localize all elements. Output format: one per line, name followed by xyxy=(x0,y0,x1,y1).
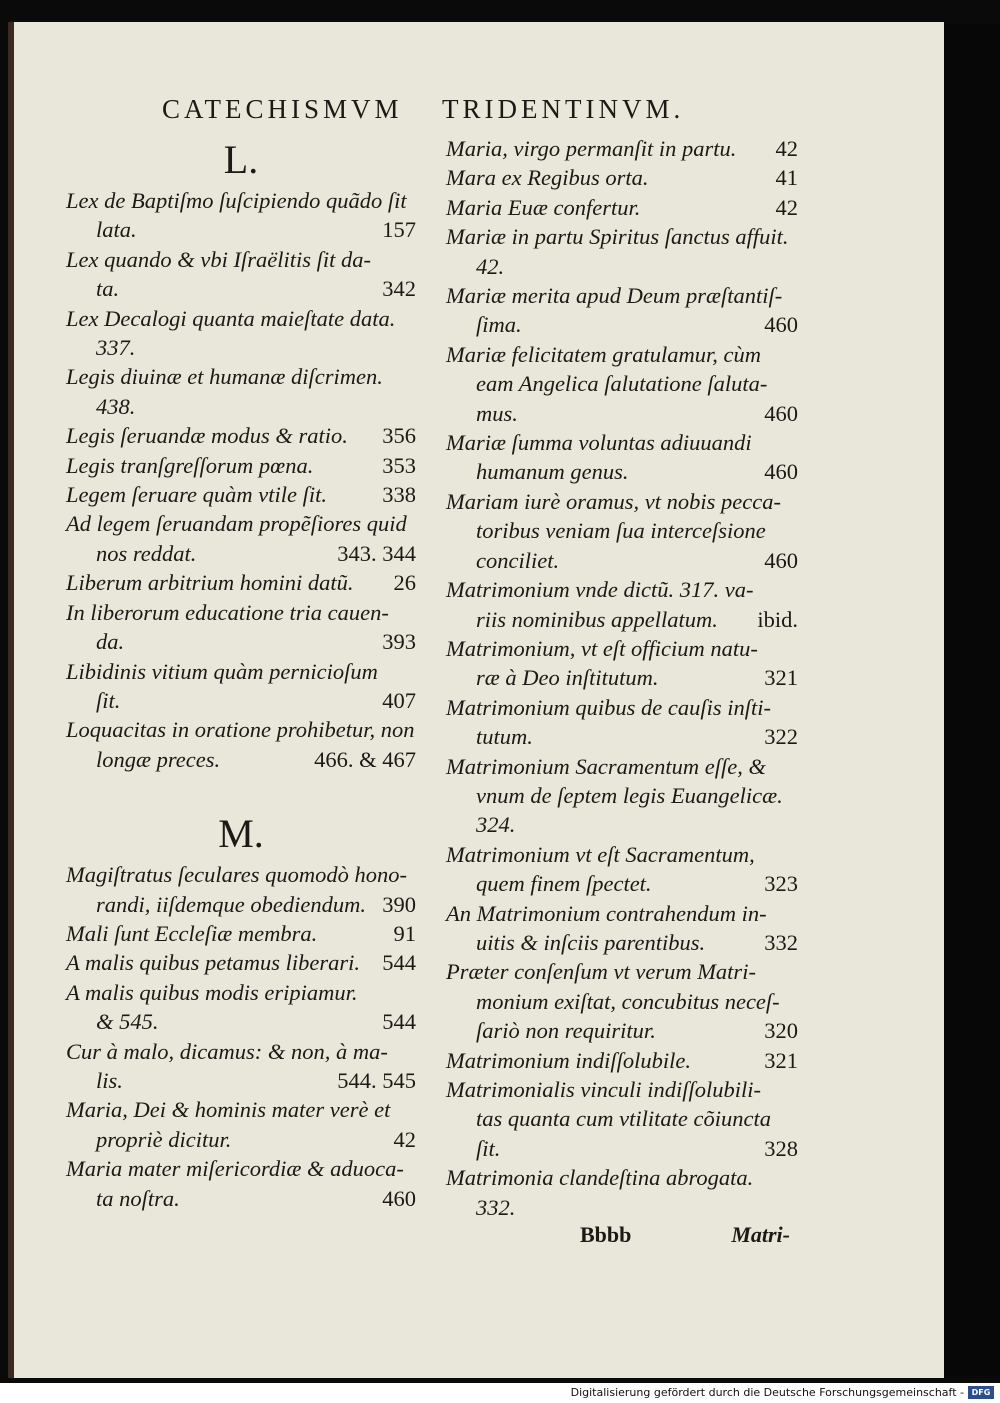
index-entry-text: 324. xyxy=(476,812,516,838)
index-entry xyxy=(446,575,798,634)
index-entry-text: tas quanta cum vtilitate cõiuncta xyxy=(476,1106,771,1132)
index-entry-text: Matrimonialis vinculi indiſſolubili- xyxy=(446,1077,761,1102)
index-entry-text: Mariam iurè oramus, vt nobis pecca- xyxy=(446,488,781,514)
index-entry-text: Maria, Dei & hominis mater verè et xyxy=(66,1097,391,1123)
index-entry-line xyxy=(66,451,416,480)
index-entry xyxy=(446,222,798,281)
index-entry-line xyxy=(446,163,798,192)
index-entry xyxy=(446,1046,798,1075)
index-entry-text: da. xyxy=(96,629,125,655)
page-reference: 332 xyxy=(764,929,798,955)
dfg-logo: DFG xyxy=(968,1386,994,1399)
index-entry-text: quem finem ſpectet. xyxy=(476,871,652,897)
index-entry-line xyxy=(446,840,798,869)
index-entry-text: ſima. xyxy=(476,312,522,338)
index-entry-line xyxy=(446,1104,798,1133)
index-entry-line xyxy=(446,281,798,310)
index-entry-line xyxy=(446,869,798,898)
index-entry-line xyxy=(66,480,416,509)
index-entry-line xyxy=(66,186,416,215)
index-entry-line xyxy=(66,890,416,919)
index-entry-text: toribus veniam ſua interceſsione xyxy=(476,518,766,544)
index-entry-line xyxy=(446,1134,798,1163)
index-entry-line xyxy=(66,686,416,715)
index-entry-line xyxy=(446,340,798,369)
index-entry-line xyxy=(446,134,798,163)
index-entry-line xyxy=(66,509,416,538)
index-entry xyxy=(446,134,798,163)
index-entry-line xyxy=(66,1184,416,1213)
index-entry-line xyxy=(446,399,798,428)
index-entry-text: Maria, virgo permanſit in partu. xyxy=(446,136,737,161)
catchline xyxy=(454,1222,794,1254)
index-entry xyxy=(446,193,798,222)
index-entry-text: Matrimonium, vt eſt officium natu- xyxy=(446,635,758,661)
index-entry-line xyxy=(446,693,798,722)
index-entry-text: ſit. xyxy=(476,1135,501,1161)
page-reference: 42 xyxy=(775,136,798,161)
section-letter-heading: L. xyxy=(223,137,259,182)
index-entry xyxy=(446,957,798,1045)
index-entry xyxy=(66,451,416,480)
index-entry xyxy=(446,340,798,428)
index-entry-line xyxy=(446,310,798,339)
index-entry-line xyxy=(66,627,416,656)
index-entry-line xyxy=(66,948,416,977)
index-entry-text: Ad legem ſeruandam propẽſiores quid xyxy=(66,511,407,537)
index-entry-line xyxy=(446,1075,798,1104)
index-entry xyxy=(66,421,416,450)
index-entry-text: Mariæ ſumma voluntas adiuuandi xyxy=(446,430,752,456)
index-entry-text: Matrimonium Sacramentum eſſe, & xyxy=(446,753,766,779)
page-reference: 460 xyxy=(764,459,798,485)
page-reference: 323 xyxy=(764,871,798,897)
index-entry-line xyxy=(446,1016,798,1045)
page-reference: 407 xyxy=(382,687,416,713)
page-reference: 460 xyxy=(764,312,798,338)
index-entry-text: riis nominibus appellatum. xyxy=(476,606,718,632)
page-reference: 321 xyxy=(764,1047,798,1073)
index-entry-text: Matrimonia clandeſtina abrogata. xyxy=(446,1165,754,1191)
signature-mark: Bbbb xyxy=(580,1222,632,1247)
index-entry-text: ſariò non requiritur. xyxy=(476,1018,656,1044)
page-reference: 42 xyxy=(775,194,798,220)
index-entry-line xyxy=(66,1066,416,1095)
index-entry xyxy=(446,487,798,575)
index-entry-text: Loquacitas in oratione prohibetur, non xyxy=(66,717,415,743)
index-entry-line xyxy=(66,274,416,303)
index-entry-line xyxy=(446,1193,798,1222)
index-entry-text: lis. xyxy=(96,1067,123,1093)
index-entry-line xyxy=(66,978,416,1007)
index-entry-line xyxy=(66,1125,416,1154)
index-entry-line xyxy=(446,634,798,663)
page-reference: 544 xyxy=(382,950,416,976)
index-entry xyxy=(66,304,416,363)
catchword: Matri- xyxy=(731,1222,790,1247)
page-reference: 321 xyxy=(764,665,798,691)
index-entry-line xyxy=(66,1154,416,1183)
index-entry-text: An Matrimonium contrahendum in- xyxy=(446,900,767,926)
page-reference: 353 xyxy=(382,452,416,478)
index-entry-line xyxy=(446,781,798,810)
index-entry-text: Matrimonium vt eſt Sacramentum, xyxy=(446,841,755,867)
page-reference: 91 xyxy=(393,920,416,946)
index-entry-text: nos reddat. xyxy=(96,540,197,566)
index-entry-text: Matrimonium quibus de cauſis inſti- xyxy=(446,694,771,720)
index-entry-text: randi, iiſdemque obediendum. xyxy=(96,891,366,917)
index-entry-line xyxy=(66,362,416,391)
index-entry-line xyxy=(66,745,416,774)
index-entry-text: tutum. xyxy=(476,724,533,750)
index-entry-text: Lex Decalogi quanta maieſtate data. xyxy=(66,305,396,331)
index-entry-text: 332. xyxy=(476,1194,516,1220)
index-entry-text: Legis diuinæ et humanæ diſcrimen. xyxy=(66,364,383,390)
index-entry-line xyxy=(446,663,798,692)
index-entry-text: Mariæ merita apud Deum præſtantiſ- xyxy=(446,283,783,309)
page-reference: 328 xyxy=(764,1135,798,1161)
index-entry xyxy=(66,362,416,421)
index-entry-line xyxy=(446,369,798,398)
page-reference: ibid. xyxy=(757,606,798,632)
index-entry-line xyxy=(66,860,416,889)
index-entry-line xyxy=(66,657,416,686)
index-entry xyxy=(66,978,416,1037)
index-entry-text: 438. xyxy=(96,393,136,419)
index-entry-line xyxy=(66,421,416,450)
index-entry-text: Maria mater miſericordiæ & aduoca- xyxy=(66,1156,404,1182)
index-entry-text: Magiſtratus ſeculares quomodò hono- xyxy=(66,862,408,888)
page-reference: 342 xyxy=(382,276,416,302)
index-entry xyxy=(66,657,416,716)
index-entry xyxy=(66,480,416,509)
index-entry-line xyxy=(446,810,798,839)
index-entry-line xyxy=(446,957,798,986)
index-entry xyxy=(66,598,416,657)
index-entry-line xyxy=(66,1095,416,1124)
index-entry-text: A malis quibus modis eripiamur. xyxy=(66,979,358,1005)
index-entry-text: In liberorum educatione tria cauen- xyxy=(66,599,389,625)
running-head-right: TRIDENTINVM. xyxy=(442,94,685,124)
index-entry-line xyxy=(446,222,798,251)
index-entry-text: uitis & inſciis parentibus. xyxy=(476,929,706,955)
index-entry-text: & 545. xyxy=(96,1009,159,1035)
index-entry xyxy=(446,1075,798,1163)
index-entry-text: longæ preces. xyxy=(96,746,221,772)
index-entry-text: Legis tranſgreſſorum pœna. xyxy=(66,452,314,478)
index-column-left xyxy=(66,134,416,1213)
index-entry-line xyxy=(446,575,798,604)
index-entry-line xyxy=(446,987,798,1016)
index-entry xyxy=(446,163,798,192)
index-entry-text: Cur à malo, dicamus: & non, à ma- xyxy=(66,1038,388,1064)
page-reference: 544 xyxy=(382,1009,416,1035)
index-entry-text: Mariæ felicitatem gratulamur, cùm xyxy=(446,341,761,367)
index-entry xyxy=(66,860,416,919)
index-entry-text: Maria Euæ confertur. xyxy=(446,194,641,220)
footer-credit: Digitalisierung gefördert durch die Deutsche Forschungsgemeinschaft - xyxy=(570,1386,964,1399)
index-entry-text: Legem ſeruare quàm vtile ſit. xyxy=(66,482,327,508)
index-entry-text: Præter conſenſum vt verum Matri- xyxy=(446,959,756,985)
index-entry-line xyxy=(66,304,416,333)
index-entry xyxy=(66,948,416,977)
index-entry-line xyxy=(446,457,798,486)
index-entry-text: humanum genus. xyxy=(476,459,629,485)
page-reference: 338 xyxy=(382,482,416,508)
index-entry xyxy=(66,186,416,245)
index-entry-line xyxy=(446,722,798,751)
index-entry xyxy=(446,899,798,958)
index-entry-line xyxy=(66,245,416,274)
index-entry xyxy=(66,1154,416,1213)
index-entry-text: Mariæ in partu Spiritus ſanctus affuit. xyxy=(446,224,789,250)
index-entry-text: propriè dicitur. xyxy=(96,1126,232,1152)
index-entry xyxy=(66,919,416,948)
index-entry-line xyxy=(66,1007,416,1036)
index-entry-text: Lex de Baptiſmo ſuſcipiendo quãdo ſit xyxy=(66,188,407,213)
index-entry-text: ta. xyxy=(96,276,120,302)
index-entry-text: Lex quando & vbi Iſraëlitis ſit da- xyxy=(66,246,371,272)
index-entry-text: Libidinis vitium quàm pernicioſum xyxy=(66,658,378,684)
index-entry xyxy=(66,568,416,597)
index-entry-line xyxy=(446,752,798,781)
footer-bar xyxy=(0,1383,1000,1403)
index-entry-text: Matrimonium vnde dictũ. 317. va- xyxy=(446,577,754,603)
index-entry-text: 42. xyxy=(476,253,505,279)
page-reference: 393 xyxy=(382,629,416,655)
page-reference: 544. 545 xyxy=(337,1067,416,1093)
index-entry xyxy=(66,715,416,774)
index-entry-line xyxy=(446,252,798,281)
page-reference: 343. 344 xyxy=(337,540,416,566)
page-reference: 42 xyxy=(393,1126,416,1152)
index-entry-text: monium exiſtat, concubitus neceſ- xyxy=(476,988,780,1014)
page-edge xyxy=(944,24,1000,1376)
page-reference: 390 xyxy=(382,891,416,917)
index-entry xyxy=(446,428,798,487)
index-entry-text: mus. xyxy=(476,400,518,426)
index-entry-line xyxy=(446,546,798,575)
index-entry xyxy=(66,245,416,304)
index-entry xyxy=(66,509,416,568)
index-entry-line xyxy=(66,598,416,627)
index-entry xyxy=(446,1163,798,1222)
page-reference: 460 xyxy=(764,400,798,426)
section-gap xyxy=(66,774,416,808)
page-reference: 466. & 467 xyxy=(314,746,416,772)
index-entry-line xyxy=(66,919,416,948)
index-entry-text: ta noſtra. xyxy=(96,1185,180,1211)
index-entry-text: 337. xyxy=(96,335,136,361)
index-entry xyxy=(66,1037,416,1096)
index-entry-line xyxy=(446,1163,798,1192)
index-entry-line xyxy=(446,928,798,957)
index-entry xyxy=(446,634,798,693)
index-entry-text: eam Angelica ſalutatione ſaluta- xyxy=(476,371,768,397)
index-entry-line xyxy=(446,487,798,516)
index-entry-text: Matrimonium indiſſolubile. xyxy=(446,1047,691,1073)
index-entry-line xyxy=(446,193,798,222)
page-reference: 356 xyxy=(382,423,416,449)
index-entry xyxy=(446,840,798,899)
page-reference: 322 xyxy=(764,724,798,750)
page-reference: 320 xyxy=(764,1018,798,1044)
index-entry xyxy=(66,1095,416,1154)
index-entry-text: lata. xyxy=(96,217,137,243)
index-entry-text: ſit. xyxy=(96,687,121,713)
page-reference: 157 xyxy=(382,217,416,243)
index-entry xyxy=(446,752,798,840)
index-entry xyxy=(446,281,798,340)
index-entry xyxy=(446,693,798,752)
page-reference: 460 xyxy=(382,1185,416,1211)
index-entry-line xyxy=(446,428,798,457)
running-head-left: CATECHISMVM xyxy=(162,94,403,124)
index-entry-line xyxy=(446,1046,798,1075)
index-entry-line xyxy=(66,333,416,362)
index-entry-text: conciliet. xyxy=(476,547,560,573)
index-entry-line xyxy=(66,539,416,568)
index-entry-line xyxy=(446,516,798,545)
page-reference: 460 xyxy=(764,547,798,573)
section-letter-heading: M. xyxy=(218,811,264,857)
index-entry-line xyxy=(446,605,798,634)
index-entry-text: vnum de ſeptem legis Euangelicæ. xyxy=(476,782,783,808)
index-entry-text: Mali ſunt Eccleſiæ membra. xyxy=(66,920,318,946)
index-entry-line xyxy=(66,392,416,421)
book-page xyxy=(8,22,944,1378)
index-entry-line xyxy=(66,715,416,744)
index-entry-line xyxy=(66,568,416,597)
index-entry-line xyxy=(66,1037,416,1066)
index-entry-text: Legis ſeruandæ modus & ratio. xyxy=(66,423,348,449)
index-entry-text: ræ à Deo inſtitutum. xyxy=(476,665,659,691)
index-column-right xyxy=(446,134,798,1222)
index-entry-text: A malis quibus petamus liberari. xyxy=(66,950,360,976)
page-reference: 41 xyxy=(775,165,798,191)
index-entry-text: Liberum arbitrium homini datũ. xyxy=(66,570,354,596)
index-entry-line xyxy=(446,899,798,928)
page-reference: 26 xyxy=(393,570,416,596)
index-entry-line xyxy=(66,215,416,244)
index-entry-text: Mara ex Regibus orta. xyxy=(446,165,649,191)
